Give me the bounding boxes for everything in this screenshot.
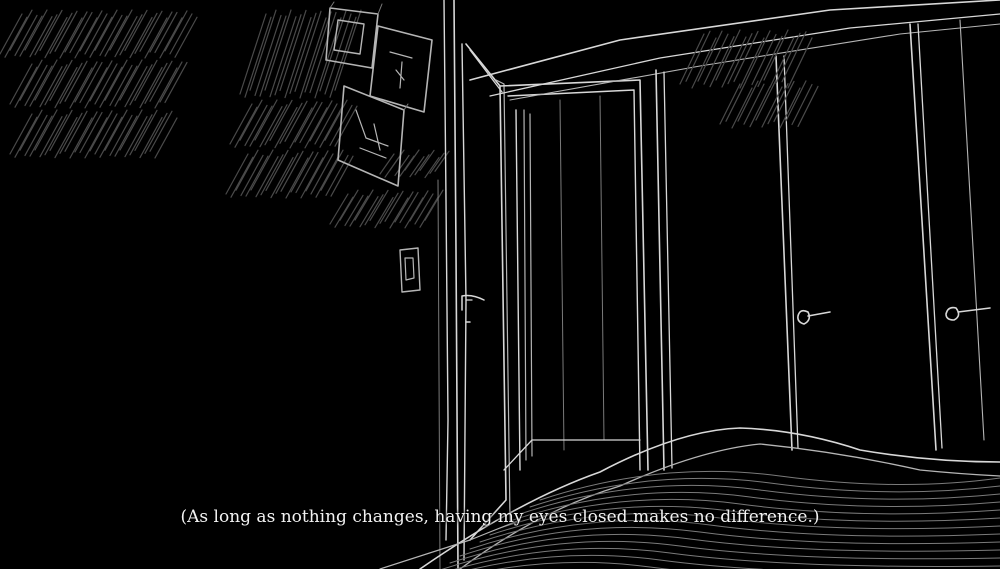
hatch-stroke [175,17,197,57]
hatch-stroke [350,196,368,226]
ceiling-hatch-stroke [686,31,710,81]
bed-duvet [410,428,1000,569]
hatch-stroke [30,66,52,106]
hatch-stroke [20,16,42,56]
hatch-stroke [5,17,27,57]
hatch-stroke [335,106,357,146]
hatch-stroke [306,151,328,191]
hatch-stroke [265,105,287,145]
hatch-stroke [165,11,187,51]
duvet-fold-line [440,541,1000,569]
hatch-stroke [295,102,317,142]
hatch-stroke [75,62,97,102]
duvet-fold-line [540,471,1000,500]
hatch-stroke [100,67,122,107]
hatch-stroke [150,12,172,52]
ceiling-hatch-stroke [726,81,746,121]
hatch-stroke [80,11,102,51]
hatch-stroke [60,63,82,103]
wardrobe [656,20,990,470]
hatch-stroke [291,152,313,192]
hatch-stroke [30,116,52,156]
hatch-stroke [390,150,404,170]
hatch-stroke [160,62,182,102]
hatch-stroke [405,198,423,228]
hatch-stroke [246,156,268,196]
hatch-stroke [115,116,137,156]
hatch-stroke [130,65,152,105]
open-door [462,44,510,540]
dialogue-text: (As long as nothing changes, having my eyes closed makes no difference.) [180,507,820,527]
ceiling-hatch-stroke [716,30,740,80]
ceiling-hatch-stroke [704,34,728,84]
light-switch [400,248,420,292]
hatch-stroke [270,17,296,97]
hatch-stroke [90,111,112,151]
hatch-stroke [235,107,257,147]
hatch-stroke [276,153,298,193]
ceiling-hatch-stroke [734,31,758,81]
hatch-stroke [145,113,167,153]
hatch-stroke [115,66,137,106]
hatch-stroke [250,106,272,146]
hatch-stroke [100,117,122,157]
hatch-stroke [65,12,87,52]
ceiling-lines [470,0,1000,100]
wall-corner-lines [438,0,466,569]
hatch-stroke [145,63,167,103]
hatch-stroke [415,155,429,175]
hatch-stroke [45,115,67,155]
hatch-stroke [130,115,152,155]
hatch-stroke [310,101,332,141]
hatch-stroke [45,65,67,105]
ceiling-hatch-stroke [770,37,794,87]
hatch-stroke [261,155,283,195]
hatch-stroke [290,13,316,93]
hatch-stroke [280,103,302,143]
hatch-stroke [105,16,127,56]
hatch-stroke [135,13,157,53]
hatch-stroke [425,190,443,220]
wall-picture-frames [326,2,432,186]
hatch-stroke [50,13,72,53]
hatch-stroke [395,192,413,222]
hatch-stroke [90,17,112,57]
hatch-stroke [35,15,57,55]
hatch-stroke [15,67,37,107]
hatch-stroke [60,113,82,153]
hatch-stroke [75,112,97,152]
hatch-stroke [330,17,356,97]
hatch-stroke [231,157,253,197]
hatch-stroke [316,157,338,197]
hatch-stroke [320,107,342,147]
hatch-stroke [275,15,301,95]
hatch-stroke [430,153,444,173]
hatch-stroke [15,117,37,157]
doorway-frame [500,80,648,470]
hatch-stroke [120,15,142,55]
hatch-stroke [340,190,358,220]
wall-hatching [0,10,449,228]
ceiling-hatching [680,30,818,128]
hatch-stroke [90,61,112,101]
hatch-stroke [295,11,321,91]
